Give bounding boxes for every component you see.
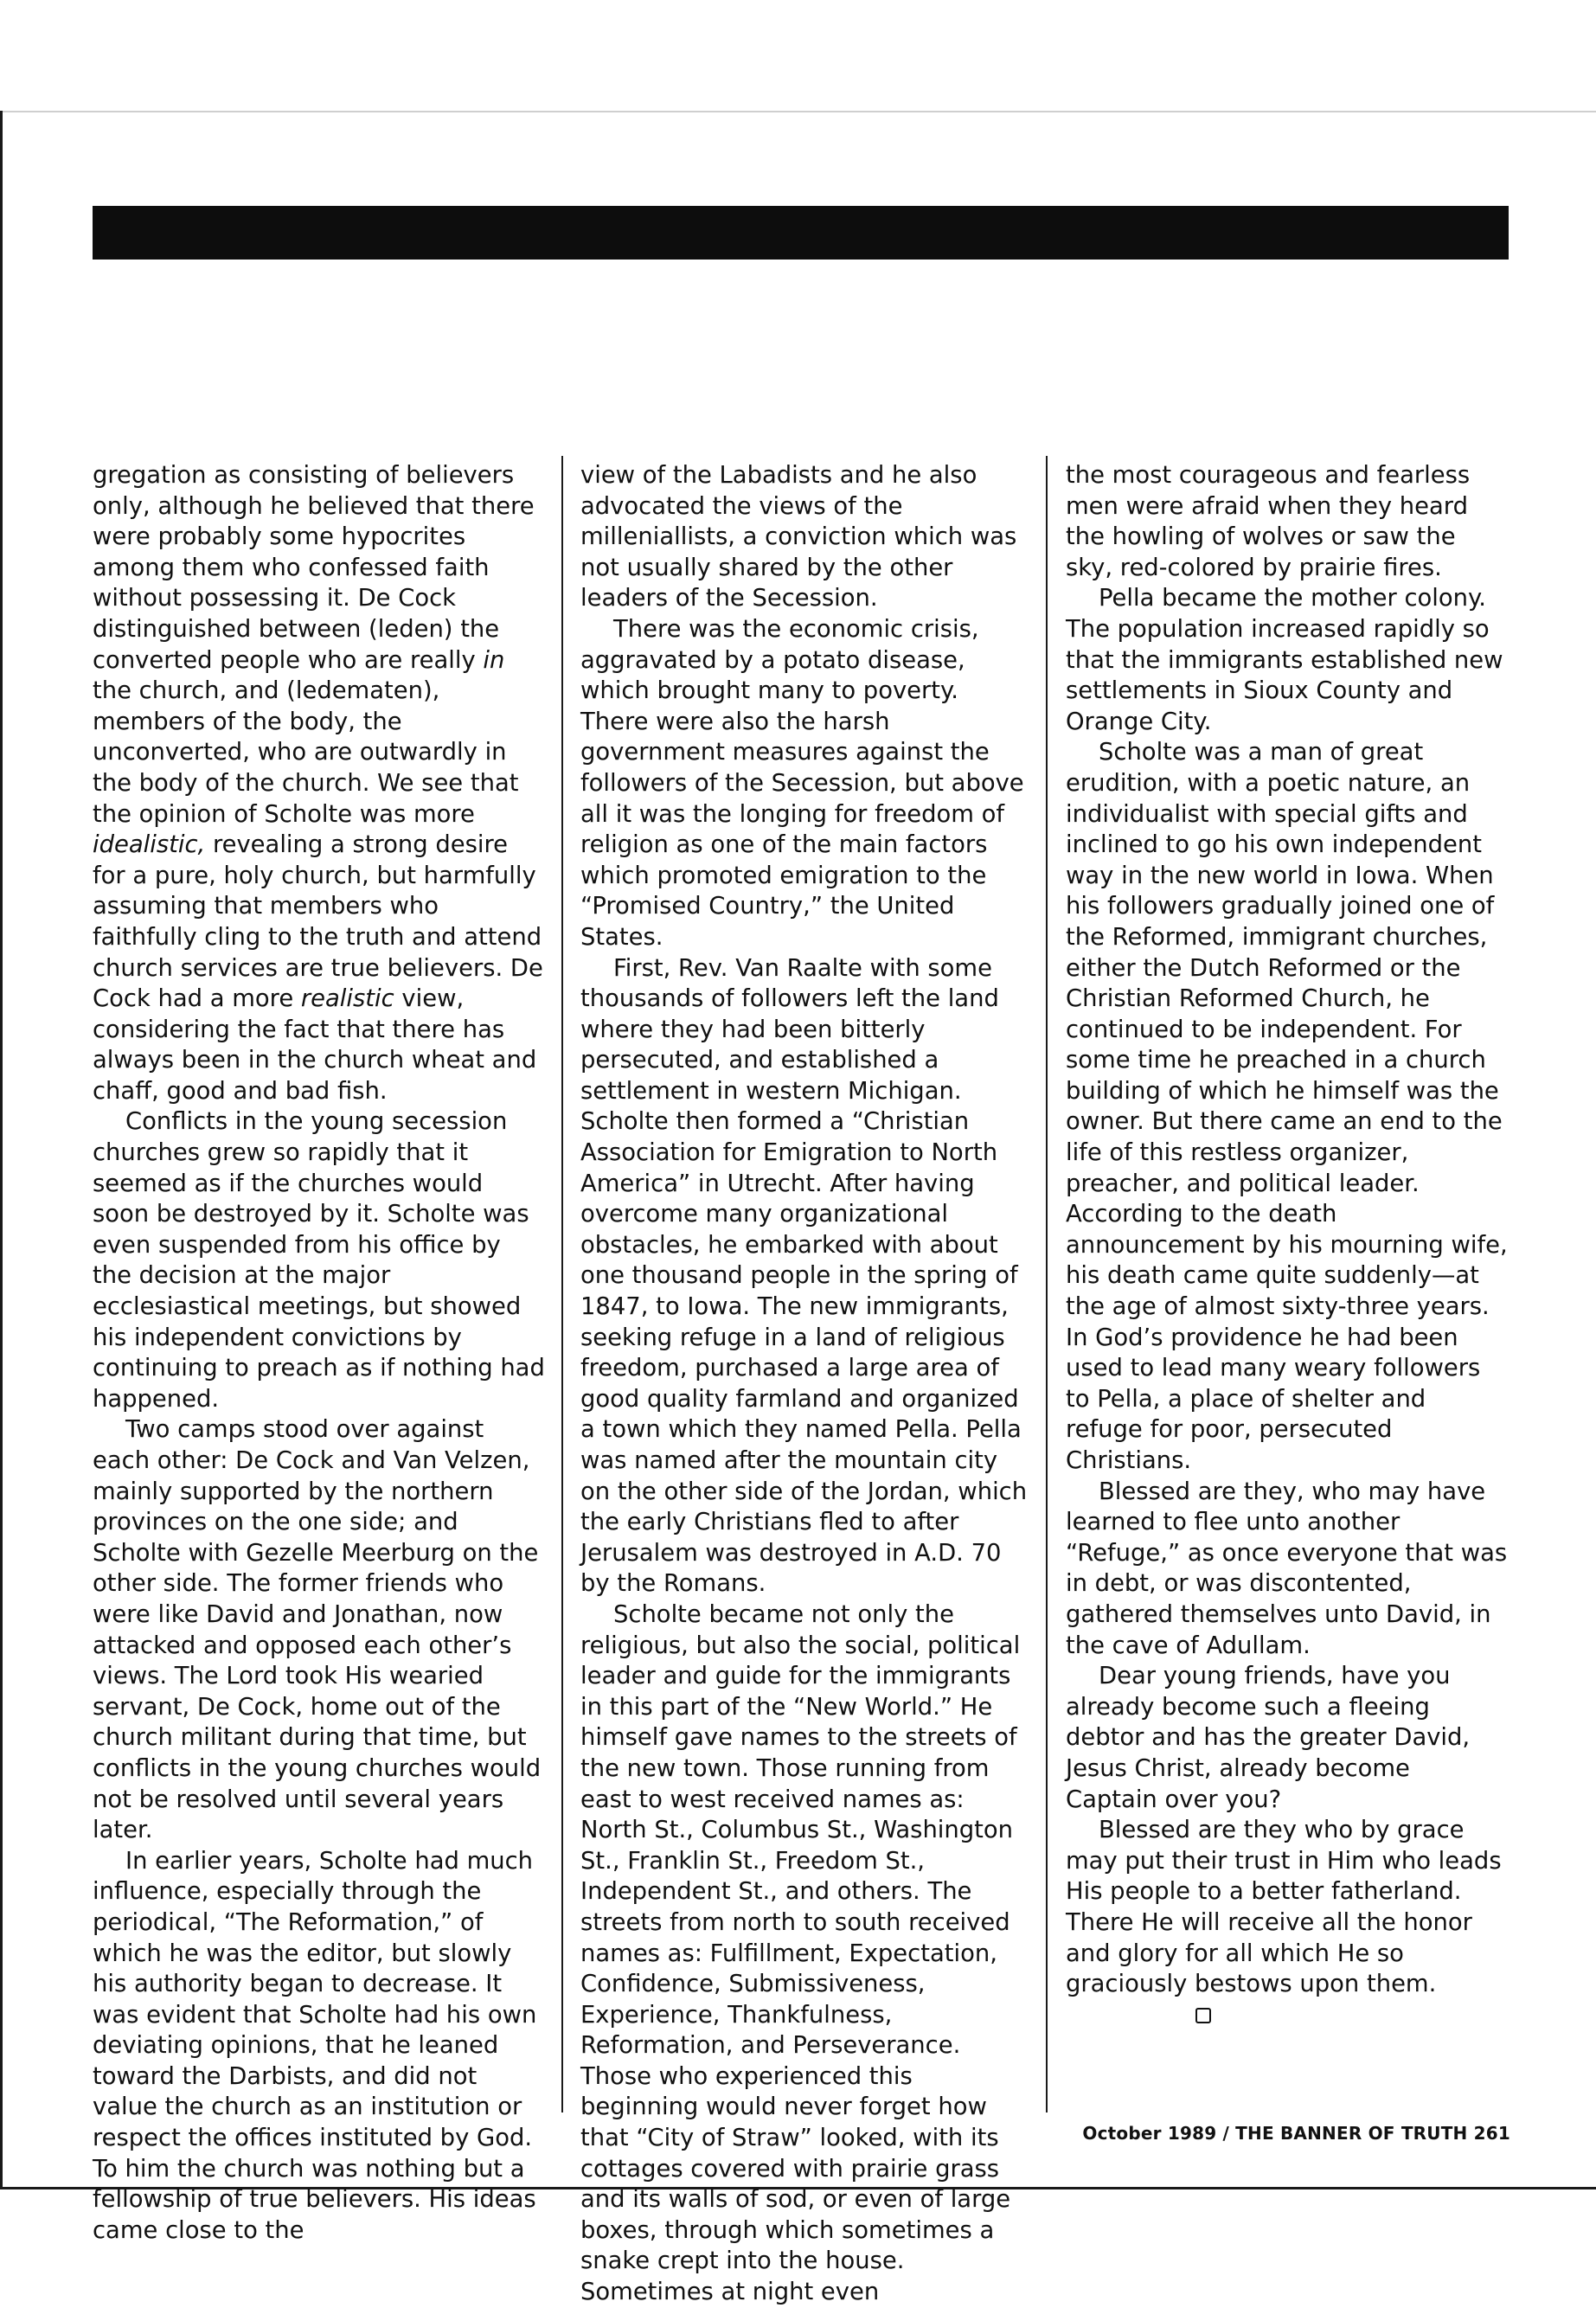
paragraph (1066, 1815, 1509, 2030)
text-run: revealing a strong desire for a pure, holy church, but harmfully assuming that members who faithfully cling to the truth and attend church services are true believers. De Cock had a more (93, 831, 543, 1013)
paragraph: Blessed are they, who may have learned to flee unto another “Refuge,” as once everyone that was in debt, or was discontented, gathered themselves unto David, in the cave of Adullam. (1066, 1478, 1508, 1659)
header-bar (93, 206, 1509, 260)
paragraph: First, Rev. Van Raalte with some thousands of followers left the land where they had been bitterly persecuted, and established a settlement in western Michigan. Scholte then formed a “Christian Association for Emigration to North America” in Utrecht. After having overcome many organizational obstacles, he embarked with about one thousand people in the spring of 1847, to Iowa. The new immigrants, seeking refuge in a land of religious freedom, purchased a large area of good quality farmland and organized a town which they named Pella. Pella was named after the mountain city on the other side of the Jordan, which the early Christians fled to after Jerusalem was destroyed in A.D. 70 by the Romans. (580, 954, 1028, 1598)
column-divider (561, 456, 563, 2112)
column-divider (1046, 456, 1048, 2112)
paragraph: the most courageous and fearless men were afraid when they heard the howling of wolves or saw the sky, red-colored by prairie fires. (1066, 462, 1471, 581)
article-column-1 (93, 460, 545, 2246)
end-of-article-icon (1195, 2008, 1211, 2023)
text-run: view, considering the fact that there has always been in the church wheat and chaff, good and bad fish. (93, 985, 537, 1105)
italic-run: in (483, 646, 505, 674)
article-column-3 (1066, 460, 1509, 2030)
paragraph: There was the economic crisis, aggravated by a potato disease, which brought many to poverty. There were also the harsh government measures against the followers of the Secession, but above all it was the longing for freedom of religion as one of the main factors which promoted emigration to the “Promised Country,” the United States. (580, 615, 1024, 951)
paragraph: Dear young friends, have you already become such a fleeing debtor and has the greater David, Jesus Christ, already become Captain over you? (1066, 1663, 1471, 1813)
paragraph: Conflicts in the young secession churches grew so rapidly that it seemed as if the churches would soon be destroyed by it. Scholte was even suspended from his office by the decision at the major ecclesiastical meetings, but showed his independent convictions by continuing to preach as if nothing had happened. (93, 1108, 545, 1413)
paragraph: Pella became the mother colony. The population increased rapidly so that the immigrants established new settlements in Sioux County and Orange City. (1066, 585, 1503, 735)
paragraph: Two camps stood over against each other: De Cock and Van Velzen, mainly supported by the northern provinces on the one side; and Scholte with Gezelle Meerburg on the other side. The former friends who were like David and Jonathan, now attacked and opposed each other’s views. The Lord took His wearied servant, De Cock, home out of the church militant during that time, but conflicts in the young churches would not be resolved until several years later. (93, 1416, 542, 1844)
italic-run: idealistic, (93, 831, 206, 859)
article-column-2 (580, 460, 1032, 2308)
text-run: the church, and (ledematen), members of the body, the unconverted, who are outwardly in the body of the church. We see that the opinion of Scholte was more (93, 677, 519, 828)
text-run: Blessed are they who by grace may put their trust in Him who leads His people to a better fatherland. There He will receive all the honor and glory for all which He so graciously bestows upon them. (1066, 1817, 1502, 1998)
scan-left-edge (0, 111, 3, 2187)
paragraph: In earlier years, Scholte had much influence, especially through the periodical, “The Reformation,” of which he was the editor, but slowly his authority began to decrease. It was evident that Scholte had his own deviating opinions, that he leaned toward the Darbists, and did not value the church as an institution or respect the offices instituted by God. To him the church was nothing but a fellowship of true believers. His ideas came close to the (93, 1847, 537, 2244)
page-footer: October 1989 / THE BANNER OF TRUTH 261 (1082, 2123, 1510, 2144)
italic-run: realistic (300, 985, 394, 1013)
scan-top-edge (0, 111, 1596, 112)
paragraph: view of the Labadists and he also advocated the views of the milleniallists, a conviction which was not usually shared by the other leaders of the Secession. (580, 462, 1017, 612)
paragraph: Scholte was a man of great erudition, with a poetic nature, an individualist with special gifts and inclined to go his own independent way in the new world in Iowa. When his followers gradually joined one of the Reformed, immigrant churches, either the Dutch Reformed or the Christian Reformed Church, he continued to be independent. For some time he preached in a church building of which he himself was the owner. But there came an end to the life of this restless organizer, preacher, and political leader. According to the death announcement by his mourning wife, his death came quite suddenly—at the age of almost sixty-three years. In God’s providence he had been used to lead many weary followers to Pella, a place of shelter and refuge for poor, persecuted Christians. (1066, 739, 1508, 1474)
paragraph (93, 460, 545, 1106)
paragraph: Scholte became not only the religious, but also the social, political leader and guide for the immigrants in this part of the “New World.” He himself gave names to the streets of the new town. Those running from east to west received names as: North St., Columbus St., Washington St., Franklin St., Freedom St., Independent St., and others. The streets from north to south received names as: Fulfillment, Expectation, Confidence, Submissiveness, Experience, Thankfulness, Reformation, and Perseverance. Those who experienced this beginning would never forget how that “City of Straw” looked, with its cottages covered with prairie grass and its walls of sod, or even of large boxes, through which sometimes a snake crept into the house. Sometimes at night even (580, 1600, 1021, 2306)
text-run: gregation as consisting of believers only, although he believed that there were probably some hypocrites among them who confessed faith without possessing it. De Cock distinguished between (leden) the converted people who are really (93, 462, 535, 674)
